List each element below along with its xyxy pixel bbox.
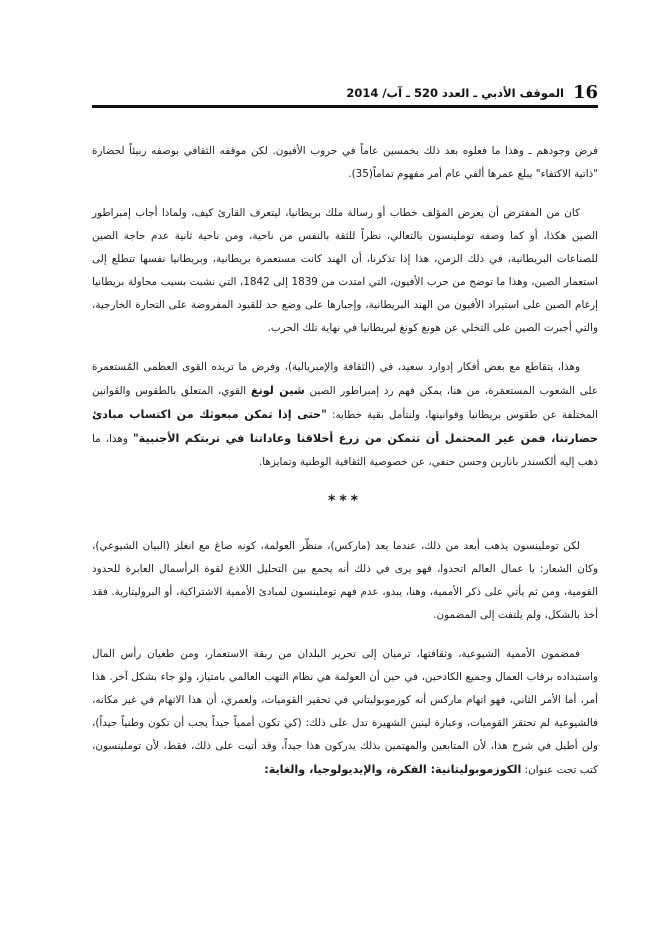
paragraph-4: لكن توملينسون يذهب أبعد من ذلك، عندما يعد (ماركس)، منظّر العولمة، كونه صاغ مع انغلز (البيان الشيوعي)، وكان الشعار: يا عمال العالم اتحدوا، فهو يرى في ذلك أنه يجمع بين التحليل اللاذع لقوة الرأسمال العابرة للحدود القومية، ومن ثم يأتي على ذكر الأممية، وهنا، يبدو، عدم فهم توملينسون لمبادئ الأممية الاشتراكية، أو البروليتارية. فقد أخذ بالشكل، ولم يلتفت إلى المضمون. bbox=[92, 540, 598, 621]
running-title: الموقف الأدبي ـ العدد 520 ـ آب/ 2014 bbox=[346, 86, 564, 100]
page-number: 16 bbox=[572, 82, 598, 103]
paragraph-5-text: فمضمون الأممية الشيوعية، وثقافتها، ترميان إلى تحرير البلدان من ربقة الاستعمار، ومن طغيان رأس المال واستبداده برقاب العمال وجميع الكادحين، في حين أن العولمة هي نظام النهب العالمي بامتياز، ولو جاء بشكل آخر. هذا أمر، أما الأمر الثاني، فهو اتهام ماركس أنه كوزموبوليتاني في تحقير القوميات، ولعمري، أن هذا الاتهام في غير مكانه، فالشيوعية لم تحتقر القوميات، وعبارة لينين الشهيرة تدل على ذلك: (كي تكون أممياً جيداً يجب أن تكون وطنياً جيداً)، ولن أطيل في شرح هذا، لأن المتابعين والمهتمين بذلك يدركون هذا جيداً، وقد أتيت على ذلك، فقط، لأن توملينسون، كتب تحت عنوان: bbox=[92, 648, 598, 776]
paragraph-1: فرض وجودهم ـ وهذا ما فعلوه بعد ذلك بخمسين عاماً في حروب الأفيون. لكن موقفه الثقافي بوصفه ربيئاً لحضارة "ذاتية الاكتفاء" يبلغ عمرها ألفي عام أمر مفهوم تماماً(35). bbox=[92, 145, 598, 180]
paragraph-3-text-end: وهذا، ما ذهب إليه ألكسندر بانارين وحسن حنفي، عن خصوصية الثقافية الوطنية وتمايزها. bbox=[92, 433, 598, 468]
section-heading-cosmopolitanism: الكوزموبوليتانية: الفكرة، والإيديولوجيا، والغاية: bbox=[264, 763, 522, 776]
paragraph-3-text-mid: القوي، المتعلق بالطقوس والقوانين المختلفة عن طقوس بريطانيا وقوانينها، ولنتأمل بقية خطابه: bbox=[92, 385, 598, 421]
article-body bbox=[92, 140, 598, 782]
section-divider: *** bbox=[328, 493, 362, 509]
paragraph-5 bbox=[92, 643, 598, 782]
emperor-quote: "حتى إذا تمكن مبعوثك من اكتساب مبادئ حضارتنا، فمن غير المحتمل أن تتمكن من زرع أخلاقنا وعاداتنا في تربتكم الأجنبية" bbox=[92, 408, 599, 445]
header-rule bbox=[92, 105, 598, 108]
paragraph-2: كان من المفترض أن يعرض المؤلف خطاب أو رسالة ملك بريطانيا، ليتعرف القارئ كيف، ولماذا أجاب إمبراطور الصين هكذا، أو كما وصفه توملينسون بالتعالي، نظراً للثقة بالنفس من ناحية، ومن ناحية ثانية عدم حاجة الصين للصناعات البريطانية، في ذلك الزمن، هذا إذا تذكرنا، أن الهند كانت مستعمرة بريطانية، وبريطانيا نفسها تتطلع إلى استعمار الصين، وهذا ما توضح من حرب الأفيون، التي امتدت من 1839 إلى 1842، التي نشبت بسبب محاولة بريطانيا إرغام الصين على استيراد الأفيون من الهند البريطانية، وإجبارها على وضع حد للقيود المفروضة على التجارة الخارجية، والتي أجبرت الصين على التخلي عن هونغ كونغ لبريطانيا في نهاية تلك الحرب. bbox=[92, 207, 598, 334]
paragraph-3 bbox=[92, 356, 598, 474]
page-header bbox=[92, 84, 598, 106]
paragraph-3-text-start: وهذا، يتقاطع مع بعض أفكار إدوارد سعيد، في (الثقافة والإمبريالية)، وفرض ما تريده القوى العظمى المُستعمرة على الشعوب المستعمَرة، من هنا، يمكن فهم رد إمبراطور الصين bbox=[92, 361, 598, 397]
emperor-name: شين لونغ bbox=[250, 384, 305, 397]
